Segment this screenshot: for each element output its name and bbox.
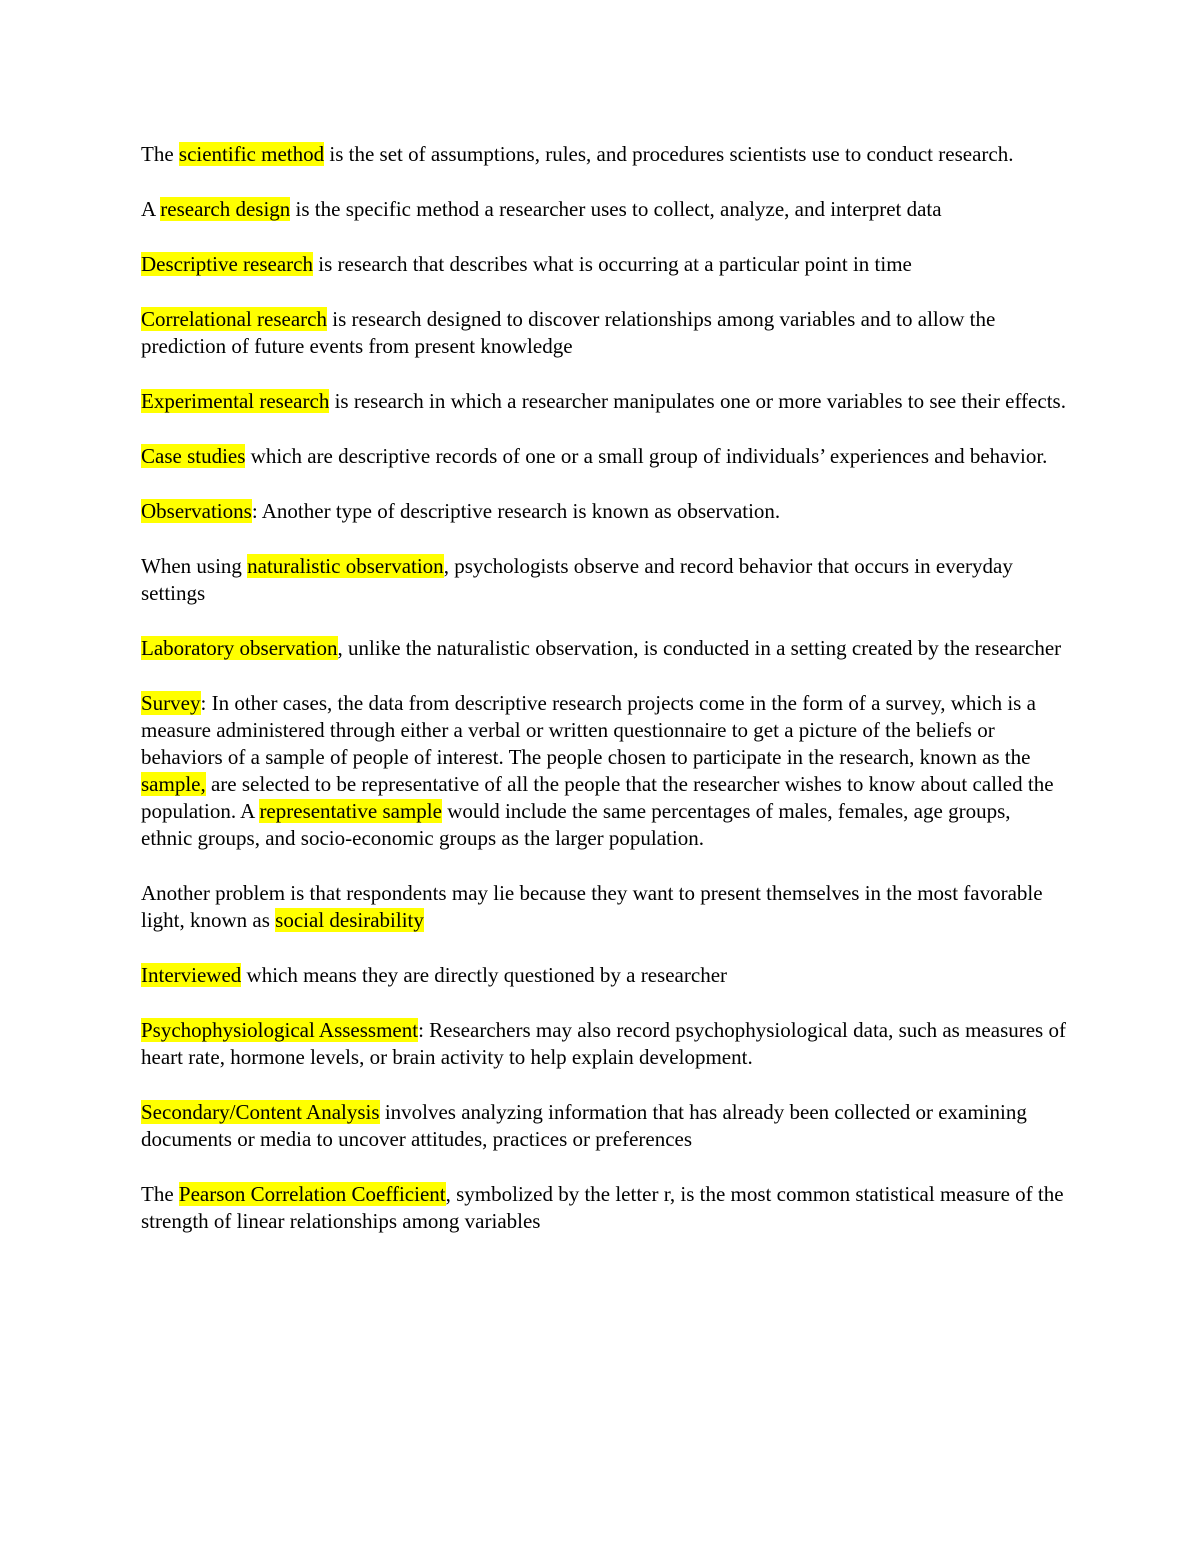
- paragraph-text: When using: [141, 554, 248, 578]
- paragraph: [141, 443, 1066, 470]
- paragraph-text: would include the same percentages of males, females, age groups, ethnic groups, and socio-economic groups as the larger population.: [141, 799, 1011, 850]
- paragraph-text: is research in which a researcher manipulates one or more variables to see their effects.: [329, 389, 1066, 413]
- highlighted-term: naturalistic observation: [247, 554, 444, 578]
- highlighted-term: social desirability: [275, 908, 424, 932]
- paragraph: [141, 553, 1066, 607]
- paragraph: [141, 635, 1066, 662]
- highlighted-term: Psychophysiological Assessment: [141, 1018, 419, 1042]
- highlighted-term: Secondary/Content Analysis: [141, 1100, 380, 1124]
- paragraph-text: is research designed to discover relationships among variables and to allow the prediction of future events from present knowledge: [141, 307, 996, 358]
- paragraph: [141, 1099, 1066, 1153]
- paragraph-text: is research that describes what is occurring at a particular point in time: [313, 252, 912, 276]
- paragraph: [141, 962, 1066, 989]
- highlighted-term: Interviewed: [141, 963, 242, 987]
- highlighted-term: sample,: [141, 772, 206, 796]
- paragraph-text: , symbolized by the letter r, is the most common statistical measure of the strength of linear relationships among variables: [141, 1182, 1064, 1233]
- paragraph: [141, 690, 1066, 852]
- paragraph-text: which are descriptive records of one or a small group of individuals’ experiences and behavior.: [245, 444, 1048, 468]
- paragraph-text: are selected to be representative of all the people that the researcher wishes to know about called the population. A: [141, 772, 1054, 823]
- paragraph-text: : Another type of descriptive research is known as observation.: [251, 499, 781, 523]
- paragraph: [141, 306, 1066, 360]
- highlighted-term: Pearson Correlation Coefficient: [178, 1182, 446, 1206]
- paragraph-text: , unlike the naturalistic observation, is conducted in a setting created by the researcher: [337, 636, 1062, 660]
- highlighted-term: Experimental research: [141, 389, 330, 413]
- paragraph: [141, 880, 1066, 934]
- paragraph-text: : Researchers may also record psychophysiological data, such as measures of heart rate, hormone levels, or brain activity to help explain development.: [141, 1018, 1066, 1069]
- highlighted-term: research design: [160, 197, 291, 221]
- paragraph-text: A: [141, 197, 161, 221]
- paragraph-text: The: [141, 1182, 179, 1206]
- paragraph-text: The: [141, 142, 179, 166]
- paragraph: [141, 251, 1066, 278]
- highlighted-term: Descriptive research: [141, 252, 313, 276]
- document-body: [141, 141, 1066, 1263]
- paragraph-text: which means they are directly questioned by a researcher: [241, 963, 728, 987]
- paragraph: [141, 141, 1066, 168]
- paragraph: [141, 196, 1066, 223]
- highlighted-term: Case studies: [141, 444, 246, 468]
- highlighted-term: scientific method: [178, 142, 325, 166]
- paragraph-text: involves analyzing information that has already been collected or examining documents or media to uncover attitudes, practices or preferences: [141, 1100, 1027, 1151]
- paragraph-text: , psychologists observe and record behavior that occurs in everyday settings: [141, 554, 1013, 605]
- paragraph: [141, 498, 1066, 525]
- highlighted-term: representative sample: [259, 799, 442, 823]
- highlighted-term: Correlational research: [141, 307, 327, 331]
- paragraph-text: Another problem is that respondents may lie because they want to present themselves in the most favorable light, known as: [141, 881, 1043, 932]
- highlighted-term: Observations: [141, 499, 252, 523]
- highlighted-term: Survey: [141, 691, 201, 715]
- paragraph: [141, 388, 1066, 415]
- paragraph-text: is the specific method a researcher uses to collect, analyze, and interpret data: [290, 197, 942, 221]
- paragraph-text: : In other cases, the data from descriptive research projects come in the form of a survey, which is a measure administered through either a verbal or written questionnaire to get a picture of the beliefs or behaviors of a sample of people of interest. The people chosen to participate in the research, known as the: [141, 691, 1036, 769]
- highlighted-term: Laboratory observation: [141, 636, 338, 660]
- paragraph-text: is the set of assumptions, rules, and procedures scientists use to conduct research.: [324, 142, 1014, 166]
- paragraph: [141, 1017, 1066, 1071]
- paragraph: [141, 1181, 1066, 1235]
